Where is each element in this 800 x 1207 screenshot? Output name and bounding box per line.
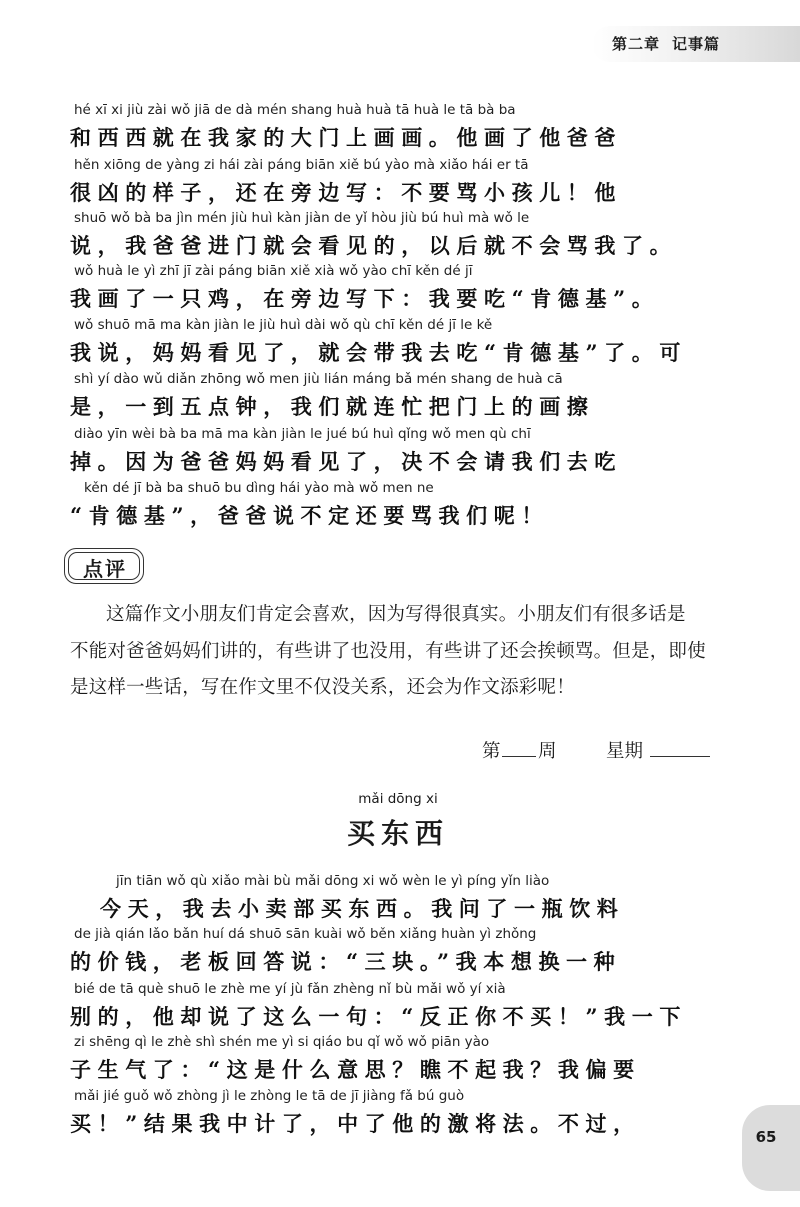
story1-text-line: 我画了一只鸡，在旁边写下：我要吃“肯德基”。 bbox=[70, 286, 660, 311]
story2-text-line: 子生气了：“这是什么意思？瞧不起我？我偏要 bbox=[70, 1057, 641, 1082]
weekday-label: 星期 bbox=[606, 741, 644, 762]
story2-title-pinyin: mǎi dōng xi bbox=[358, 791, 438, 807]
story1-pinyin-line: diào yīn wèi bà ba mā ma kàn jiàn le jué bú huì qǐng wǒ men qù chī bbox=[74, 426, 531, 442]
story2-pinyin-line: jīn tiān wǒ qù xiǎo mài bù mǎi dōng xi wǒ wèn le yì píng yǐn liào bbox=[116, 873, 550, 889]
comment-badge-label: 点评 bbox=[83, 557, 127, 581]
story1-text-line: 我说，妈妈看见了，就会带我去吃“肯德基”了。可 bbox=[70, 340, 687, 365]
story2-pinyin-line: zi shēng qì le zhè shì shén me yì si qiáo bu qǐ wǒ wǒ piān yào bbox=[74, 1034, 490, 1050]
story1-text-line: 是，一到五点钟，我们就连忙把门上的画擦 bbox=[70, 394, 595, 419]
weekday-blank bbox=[650, 756, 710, 757]
story1-pinyin-line: kěn dé jī bà ba shuō bu dìng hái yào mà wǒ men ne bbox=[84, 480, 434, 496]
story1-pinyin-line: wǒ shuō mā ma kàn jiàn le jiù huì dài wǒ qù chī kěn dé jī le kě bbox=[74, 317, 493, 333]
chapter-label: 第二章 bbox=[612, 35, 661, 53]
story2-text-line: 买！”结果我中计了，中了他的激将法。不过， bbox=[70, 1111, 641, 1136]
story1-pinyin-line: wǒ huà le yì zhī jī zài páng biān xiě xià wǒ yào chī kěn dé jī bbox=[74, 263, 473, 279]
story1-text-line: 掉。因为爸爸妈妈看见了，决不会请我们去吃 bbox=[70, 449, 622, 474]
story2-pinyin-line: bié de tā què shuō le zhè me yí jù fǎn zhèng nǐ bù mǎi wǒ yí xià bbox=[74, 981, 506, 997]
page-number-tab bbox=[742, 1105, 800, 1191]
story2-text-line: 别的，他却说了这么一句：“反正你不买！”我一下 bbox=[70, 1004, 687, 1029]
week-label-di: 第 bbox=[482, 741, 501, 762]
story1-pinyin-line: hěn xiōng de yàng zi hái zài páng biān xiě bú yào mà xiǎo hái er tā bbox=[74, 157, 529, 173]
comment-line: 这篇作文小朋友们肯定会喜欢，因为写得很真实。小朋友们有很多话是 bbox=[106, 604, 686, 625]
story2-text-line: 今天，我去小卖部买东西。我问了一瓶饮料 bbox=[100, 896, 625, 921]
story2-title: 买东西 bbox=[346, 817, 449, 850]
story1-pinyin-line: shuō wǒ bà ba jìn mén jiù huì kàn jiàn de yǐ hòu jiù bú huì mà wǒ le bbox=[74, 210, 530, 226]
story1-text-line: 说，我爸爸进门就会看见的，以后就不会骂我了。 bbox=[70, 233, 678, 258]
story1-pinyin-line: hé xī xi jiù zài wǒ jiā de dà mén shang huà huà tā huà le tā bà ba bbox=[74, 102, 516, 118]
comment-badge bbox=[64, 548, 144, 584]
story2-pinyin-line: mǎi jié guǒ wǒ zhòng jì le zhòng le tā de jī jiàng fǎ bú guò bbox=[74, 1088, 465, 1104]
story1-pinyin-line: shì yí dào wǔ diǎn zhōng wǒ men jiù lián máng bǎ mén shang de huà cā bbox=[74, 371, 563, 387]
story2-pinyin-line: de jià qián lǎo bǎn huí dá shuō sān kuài wǒ běn xiǎng huàn yì zhǒng bbox=[74, 926, 537, 942]
comment-line: 是这样一些话，写在作文里不仅没关系，还会为作文添彩呢！ bbox=[70, 677, 575, 698]
story1-text-line: “肯德基”，爸爸说不定还要骂我们呢！ bbox=[70, 503, 549, 528]
week-label-zhou: 周 bbox=[538, 741, 557, 762]
story1-text-line: 很凶的样子，还在旁边写：不要骂小孩儿！他 bbox=[70, 180, 622, 205]
week-number-blank bbox=[502, 756, 536, 757]
page-number: 65 bbox=[755, 1128, 777, 1146]
story1-text-line: 和西西就在我家的大门上画画。他画了他爸爸 bbox=[70, 125, 622, 150]
section-label: 记事篇 bbox=[672, 35, 721, 53]
story2-text-line: 的价钱，老板回答说：“三块。”我本想换一种 bbox=[70, 949, 622, 974]
comment-line: 不能对爸爸妈妈们讲的，有些讲了也没用，有些讲了还会挨顿骂。但是，即使 bbox=[70, 641, 706, 662]
